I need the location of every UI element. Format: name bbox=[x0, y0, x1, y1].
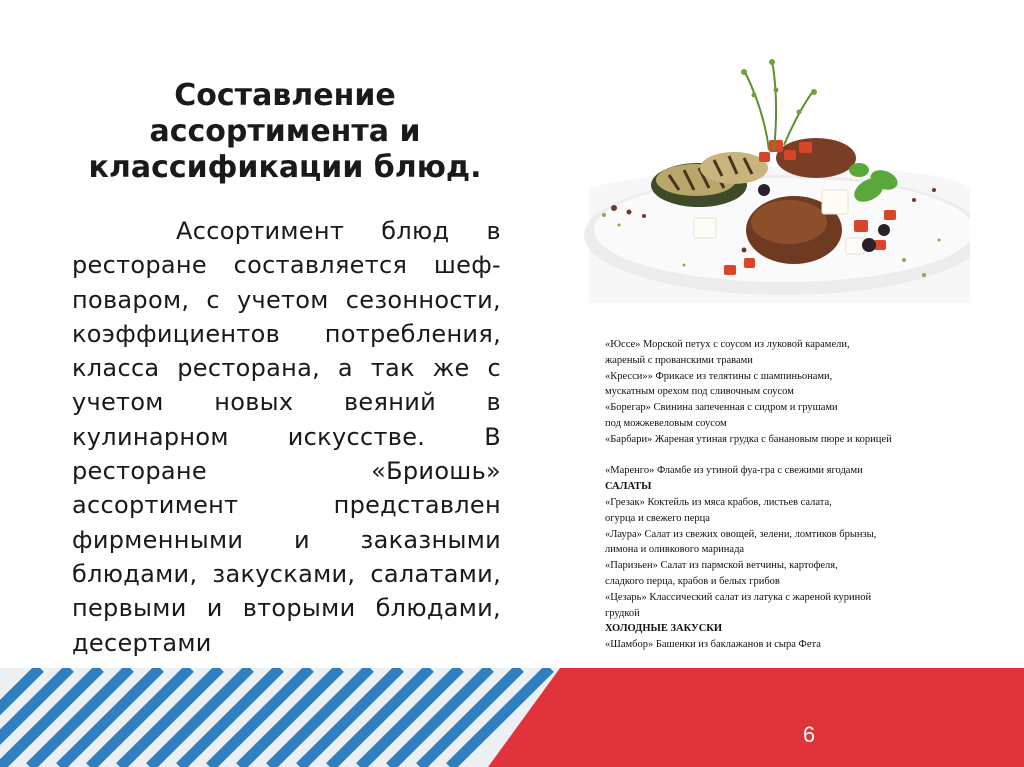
menu-item: сладкого перца, крабов и белых грибов bbox=[605, 575, 780, 587]
menu-item: под можжевеловым соусом bbox=[605, 417, 727, 429]
body-word: потребления, bbox=[324, 319, 501, 348]
menu-item: «Лаура» Салат из свежих овощей, зелени, ломтиков брынзы, bbox=[605, 528, 877, 540]
body-word: новых bbox=[214, 388, 294, 417]
body-word: ресторане bbox=[72, 457, 207, 486]
body-word: вторыми bbox=[242, 594, 356, 623]
body-line bbox=[72, 420, 501, 454]
body-line bbox=[72, 557, 501, 591]
menu-item: грудкой bbox=[605, 607, 640, 619]
menu-item: «Паризьен» Салат из пармской ветчины, картофеля, bbox=[605, 560, 838, 572]
body-line bbox=[72, 283, 501, 317]
body-word: класса bbox=[72, 354, 160, 383]
body-word: так bbox=[370, 354, 415, 383]
body-word: сезонности, bbox=[345, 285, 501, 314]
title-line: ассортимента и bbox=[149, 114, 421, 149]
body-word: ассортимент bbox=[72, 491, 239, 520]
body-line bbox=[72, 591, 501, 625]
body-line bbox=[72, 351, 501, 385]
title-line: Составление bbox=[174, 78, 396, 113]
body-word: ресторане bbox=[72, 251, 207, 280]
body-word: фирменными bbox=[72, 525, 244, 554]
body-word: «Бриошь» bbox=[371, 457, 501, 486]
menu-item: «Кресси»» Фрикасе из телятины с шампиньонами, bbox=[605, 370, 833, 382]
body-word: представлен bbox=[333, 491, 501, 520]
menu-item: «Барбари» Жареная утиная грудка с банановым пюре и корицей bbox=[605, 433, 892, 445]
menu-item: лимона и оливкового маринада bbox=[605, 544, 745, 556]
body-word: учетом bbox=[72, 388, 164, 417]
body-word: первыми bbox=[72, 594, 187, 623]
body-word: с bbox=[206, 285, 220, 314]
title-line: классификации блюд. bbox=[88, 150, 482, 185]
menu-item: «Шамбор» Башенки из баклажанов и сыра Фета bbox=[605, 639, 821, 651]
body-word: блюдами, bbox=[375, 594, 501, 623]
body-word: Ассортимент bbox=[176, 217, 345, 245]
body-word: салатами, bbox=[370, 559, 501, 588]
footer-decoration bbox=[0, 668, 1024, 767]
body-line bbox=[72, 488, 501, 522]
menu-item: жареный с прованскими травами bbox=[605, 354, 753, 366]
body-line bbox=[72, 248, 501, 282]
menu-item: «Маренго» Фламбе из утиной фуа-гра с свежими ягодами bbox=[605, 465, 863, 477]
body-word: ресторана, bbox=[177, 354, 321, 383]
body-word: десертами bbox=[72, 628, 212, 657]
body-word: поваром, bbox=[72, 285, 190, 314]
body-word: шеф- bbox=[433, 251, 501, 280]
body-line bbox=[72, 523, 501, 557]
body-word: а bbox=[337, 354, 353, 383]
body-paragraph bbox=[72, 214, 501, 660]
body-word: учетом bbox=[236, 285, 329, 314]
menu-section-heading: ХОЛОДНЫЕ ЗАКУСКИ bbox=[605, 623, 723, 635]
body-line bbox=[72, 385, 501, 419]
body-word: с bbox=[487, 354, 501, 383]
body-word: и bbox=[293, 525, 310, 554]
body-line bbox=[72, 214, 501, 248]
menu-item: «Борегар» Свинина запеченная с сидром и грушами bbox=[605, 402, 838, 414]
body-line bbox=[72, 317, 501, 351]
dish-photo bbox=[584, 40, 970, 303]
menu-list bbox=[605, 337, 985, 653]
menu-item: огурца и свежего перца bbox=[605, 512, 710, 524]
body-word: коэффициентов bbox=[72, 319, 281, 348]
menu-item: «Грезак» Коктейль из мяса крабов, листьев салата, bbox=[605, 496, 832, 508]
menu-item: «Цезарь» Классический салат из латука с жареной куриной bbox=[605, 591, 872, 603]
menu-item bbox=[605, 448, 985, 464]
slide-title bbox=[70, 78, 500, 186]
body-word: блюд bbox=[381, 217, 450, 245]
body-word: искусстве. bbox=[287, 422, 426, 451]
body-word: блюдами, bbox=[72, 559, 198, 588]
body-word: В bbox=[484, 422, 501, 451]
page-number: 6 bbox=[802, 722, 816, 747]
menu-item: «Юссе» Морской петух с соусом из луковой карамели, bbox=[605, 339, 850, 350]
body-word: составляется bbox=[233, 251, 408, 280]
body-word: в bbox=[486, 388, 501, 417]
body-line bbox=[72, 626, 501, 660]
body-word: заказными bbox=[360, 525, 501, 554]
body-word: закусками, bbox=[212, 559, 356, 588]
menu-section-heading: САЛАТЫ bbox=[605, 481, 652, 493]
body-word: кулинарном bbox=[72, 422, 229, 451]
body-line bbox=[72, 454, 501, 488]
body-word: же bbox=[432, 354, 470, 383]
body-word: в bbox=[486, 217, 501, 245]
body-word: и bbox=[206, 594, 223, 623]
menu-item: мускатным орехом под сливочным соусом bbox=[605, 386, 794, 398]
body-word: веяний bbox=[343, 388, 436, 417]
